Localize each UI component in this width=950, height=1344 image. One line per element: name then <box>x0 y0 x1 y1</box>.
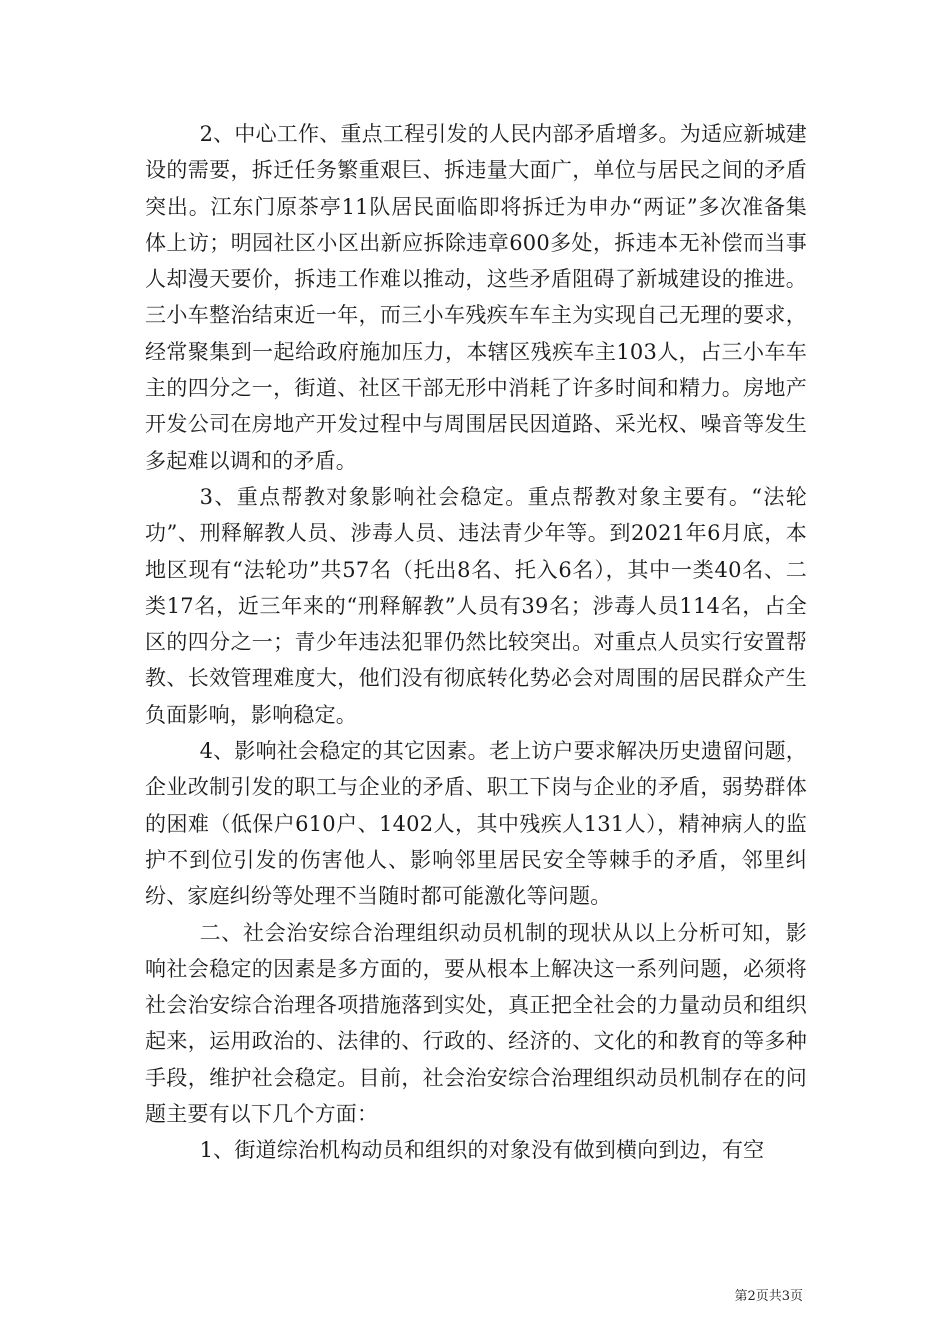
paragraph-4: 二、社会治安综合治理组织动员机制的现状从以上分析可知，影响社会稳定的因素是多方面的，要从根本上解决这一系列问题，必须将社会治安综合治理各项措施落到实处，真正把全社会的力量动员和组织起来，运用政治的、法律的、行政的、经济的、文化的和教育的等多种手段，维护社会稳定。目前，社会治安综合治理组织动员机制存在的问题主要有以下几个方面： <box>145 920 807 1127</box>
paragraph-3: 4、影响社会稳定的其它因素。老上访户要求解决历史遗留问题，企业改制引发的职工与企业的矛盾、职工下岗与企业的矛盾，弱势群体的困难（低保户610户、1402人，其中残疾人131人），精神病人的监护不到位引发的伤害他人、影响邻里居民安全等棘手的矛盾，邻里纠纷、家庭纠纷等处理不当随时都可能激化等问题。 <box>145 739 807 909</box>
document-body <box>145 116 807 1169</box>
paragraph-5: 1、街道综治机构动员和组织的对象没有做到横向到边，有空 <box>199 1138 765 1163</box>
paragraph-2: 3、重点帮教对象影响社会稳定。重点帮教对象主要有。“法轮功”、刑释解教人员、涉毒人员、违法青少年等。到2021年6月底，本地区现有“法轮功”共57名（托出8名、托入6名），其中一类40名、二类17名，近三年来的“刑释解教”人员有39名；涉毒人员114名，占全区的四分之一；青少年违法犯罪仍然比较突出。对重点人员实行安置帮教、长效管理难度大，他们没有彻底转化势必会对周围的居民群众产生负面影响，影响稳定。 <box>145 484 807 727</box>
page-number: 第2页共3页 <box>734 1289 803 1304</box>
paragraph-1: 2、中心工作、重点工程引发的人民内部矛盾增多。为适应新城建设的需要，拆迁任务繁重艰巨、拆违量大面广，单位与居民之间的矛盾突出。江东门原茶亭11队居民面临即将拆迁为申办“两证”多次准备集体上访；明园社区小区出新应拆除违章600多处，拆违本无补偿而当事人却漫天要价，拆违工作难以推动，这些矛盾阻碍了新城建设的推进。三小车整治结束近一年，而三小车残疾车车主为实现自己无理的要求，经常聚集到一起给政府施加压力，本辖区残疾车主103人，占三小车车主的四分之一，街道、社区干部无形中消耗了许多时间和精力。房地产开发公司在房地产开发过程中与周围居民因道路、采光权、噪音等发生多起难以调和的矛盾。 <box>145 122 807 473</box>
